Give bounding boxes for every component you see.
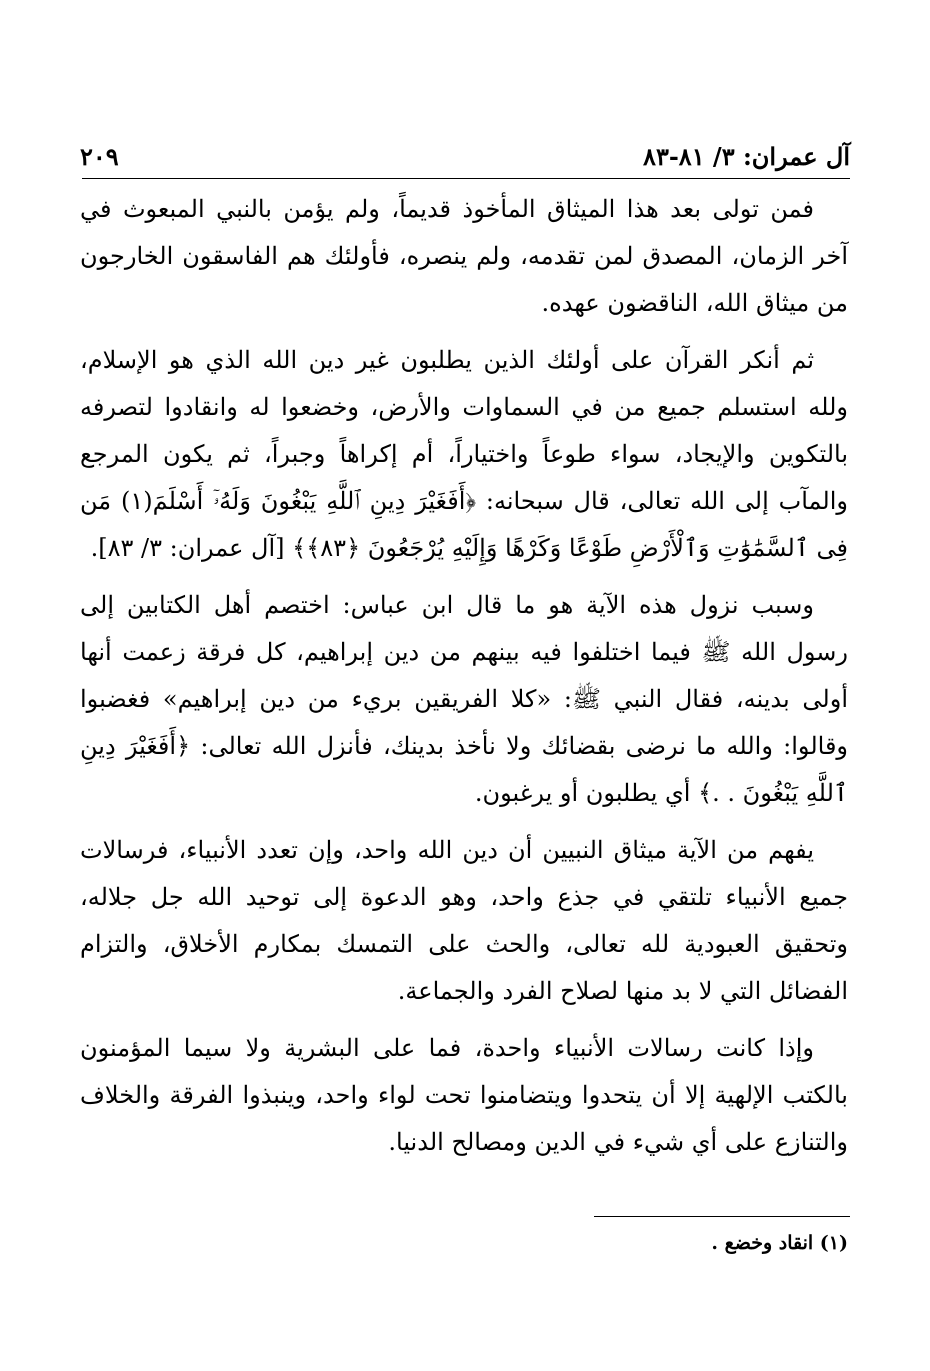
paragraph-1: فمن تولى بعد هذا الميثاق المأخوذ قديماً، ولم يؤمن بالنبي المبعوث في آخر الزمان، المصدق لمن تقدمه، ولم ينصره، فأولئك هم الفاسقون الخارجون من ميثاق الله، الناقضون عهده. [80,195,848,317]
page-number: ٢٠٩ [80,141,119,171]
footnote-divider [594,1216,850,1217]
footnote: (١) انقاد وخضع . [711,1232,848,1254]
page-body [80,186,848,1176]
header-divider [82,178,850,179]
page-header [80,136,850,176]
paragraph-3: وسبب نزول هذه الآية هو ما قال ابن عباس: اختصم أهل الكتابين إلى رسول الله ﷺ فيما اختلفوا فيه بينهم من دين إبراهيم، كل فرقة زعمت أنها أولى بدينه، فقال النبي ﷺ: «كلا الفريقين بريء من دين إبراهيم» فغضبوا وقالوا: والله ما نرضى بقضائك ولا نأخذ بدينك، فأنزل الله تعالى: ﴿أَفَغَيْرَ دِينِ ٱللَّهِ يَبْغُونَ . .﴾ أي يطلبون أو يرغبون. [80,591,848,807]
paragraph-2: ثم أنكر القرآن على أولئك الذين يطلبون غير دين الله الذي هو الإسلام، ولله استسلم جميع من في السماوات والأرض، وخضعوا له وانقادوا لتصرفه بالتكوين والإيجاد، سواء طوعاً واختياراً، أم إكراهاً وجبراً، ثم يكون المرجع والمآب إلى الله تعالى، قال سبحانه: ﴿أَفَغَيْرَ دِينِ ٱللَّهِ يَبْغُونَ وَلَهُۥٓ أَسْلَمَ(١) مَن فِى ٱلسَّمَٰوَٰتِ وَٱلْأَرْضِ طَوْعًا وَكَرْهًا وَإِلَيْهِ يُرْجَعُونَ ﴿٨٣﴾﴾ [آل عمران: ٣/ ٨٣]. [80,346,848,562]
running-title: آل عمران: ٣/ ٨١-٨٣ [643,141,850,171]
paragraph-5: وإذا كانت رسالات الأنبياء واحدة، فما على البشرية ولا سيما المؤمنون بالكتب الإلهية إلا أن يتحدوا ويتضامنوا تحت لواء واحد، وينبذوا الفرقة والخلاف والتنازع على أي شيء في الدين ومصالح الدنيا. [80,1034,848,1156]
paragraph-4: يفهم من الآية ميثاق النبيين أن دين الله واحد، وإن تعدد الأنبياء، فرسالات جميع الأنبياء تلتقي في جذع واحد، وهو الدعوة إلى توحيد الله جل جلاله، وتحقيق العبودية لله تعالى، والحث على التمسك بمكارم الأخلاق، والتزام الفضائل التي لا بد منها لصلاح الفرد والجماعة. [80,836,848,1005]
